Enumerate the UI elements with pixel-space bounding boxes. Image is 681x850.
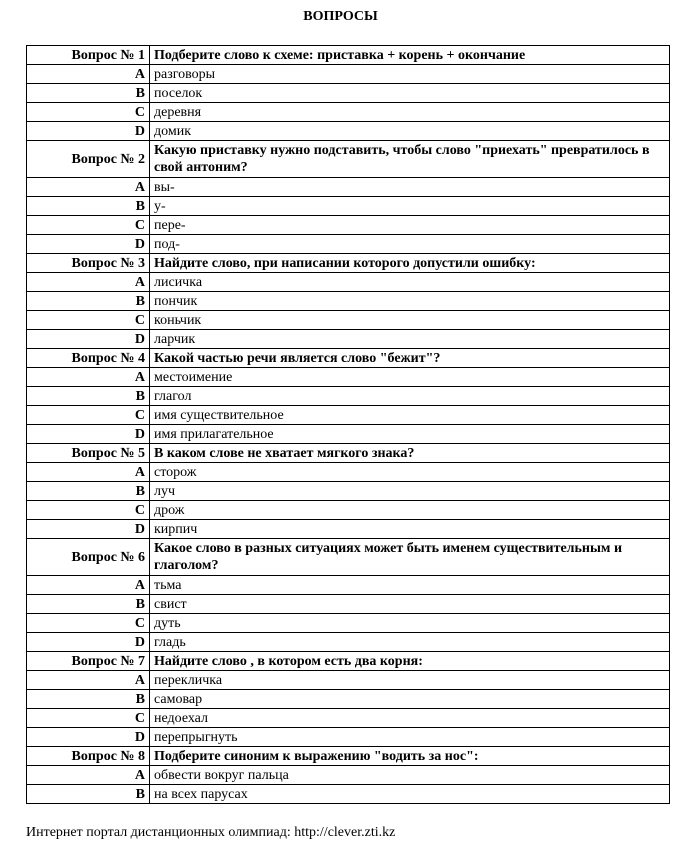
question-row xyxy=(27,444,670,463)
question-row xyxy=(27,141,670,178)
option-letter: D xyxy=(27,520,150,539)
option-letter: A xyxy=(27,766,150,785)
option-text: вы- xyxy=(150,178,670,197)
option-text: перепрыгнуть xyxy=(150,728,670,747)
option-text: кирпич xyxy=(150,520,670,539)
question-label: Вопрос № 7 xyxy=(27,652,150,671)
option-row xyxy=(27,292,670,311)
option-letter: C xyxy=(27,614,150,633)
option-row xyxy=(27,330,670,349)
option-text: имя существительное xyxy=(150,406,670,425)
option-letter: C xyxy=(27,103,150,122)
option-row xyxy=(27,614,670,633)
option-text: на всех парусах xyxy=(150,785,670,804)
option-text: домик xyxy=(150,122,670,141)
question-text: Какой частью речи является слово "бежит"? xyxy=(150,349,670,368)
option-letter: B xyxy=(27,595,150,614)
question-text: В каком слове не хватает мягкого знака? xyxy=(150,444,670,463)
question-row xyxy=(27,349,670,368)
option-text: глагол xyxy=(150,387,670,406)
option-text: имя прилагательное xyxy=(150,425,670,444)
option-row xyxy=(27,633,670,652)
option-letter: D xyxy=(27,235,150,254)
option-row xyxy=(27,463,670,482)
question-row xyxy=(27,46,670,65)
question-label: Вопрос № 5 xyxy=(27,444,150,463)
option-letter: A xyxy=(27,576,150,595)
option-text: под- xyxy=(150,235,670,254)
option-text: пончик xyxy=(150,292,670,311)
option-text: местоимение xyxy=(150,368,670,387)
question-label: Вопрос № 6 xyxy=(27,539,150,576)
page-title: ВОПРОСЫ xyxy=(303,9,378,24)
option-text: сторож xyxy=(150,463,670,482)
option-letter: D xyxy=(27,728,150,747)
option-letter: A xyxy=(27,463,150,482)
option-text: лисичка xyxy=(150,273,670,292)
option-row xyxy=(27,595,670,614)
option-row xyxy=(27,197,670,216)
option-letter: D xyxy=(27,425,150,444)
option-row xyxy=(27,84,670,103)
option-letter: A xyxy=(27,671,150,690)
option-text: обвести вокруг пальца xyxy=(150,766,670,785)
option-row xyxy=(27,501,670,520)
question-label: Вопрос № 8 xyxy=(27,747,150,766)
option-letter: B xyxy=(27,785,150,804)
question-label: Вопрос № 2 xyxy=(27,141,150,178)
option-row xyxy=(27,671,670,690)
option-row xyxy=(27,520,670,539)
option-text: поселок xyxy=(150,84,670,103)
option-text: коньчик xyxy=(150,311,670,330)
option-row xyxy=(27,273,670,292)
option-row xyxy=(27,690,670,709)
option-text: дрож xyxy=(150,501,670,520)
option-text: гладь xyxy=(150,633,670,652)
option-row xyxy=(27,216,670,235)
question-text: Какую приставку нужно подставить, чтобы слово "приехать" превратилось в свой антоним? xyxy=(150,141,670,178)
option-row xyxy=(27,235,670,254)
option-row xyxy=(27,576,670,595)
option-letter: A xyxy=(27,368,150,387)
option-letter: D xyxy=(27,122,150,141)
option-letter: D xyxy=(27,633,150,652)
option-letter: C xyxy=(27,311,150,330)
option-letter: B xyxy=(27,482,150,501)
option-row xyxy=(27,709,670,728)
questions-table xyxy=(26,45,670,804)
question-label: Вопрос № 1 xyxy=(27,46,150,65)
option-row xyxy=(27,425,670,444)
option-row xyxy=(27,368,670,387)
option-row xyxy=(27,482,670,501)
option-text: перекличка xyxy=(150,671,670,690)
option-letter: C xyxy=(27,216,150,235)
question-row xyxy=(27,254,670,273)
option-text: ларчик xyxy=(150,330,670,349)
question-row xyxy=(27,539,670,576)
option-row xyxy=(27,103,670,122)
option-text: пере- xyxy=(150,216,670,235)
footer-text: Интернет портал дистанционных олимпиад: http://clever.zti.kz xyxy=(26,825,396,840)
question-label: Вопрос № 3 xyxy=(27,254,150,273)
question-text: Какое слово в разных ситуациях может быть именем существительным и глаголом? xyxy=(150,539,670,576)
option-row xyxy=(27,406,670,425)
question-row xyxy=(27,747,670,766)
option-text: самовар xyxy=(150,690,670,709)
option-text: недоехал xyxy=(150,709,670,728)
option-row xyxy=(27,728,670,747)
question-text: Подберите слово к схеме: приставка + корень + окончание xyxy=(150,46,670,65)
question-text: Найдите слово , в котором есть два корня: xyxy=(150,652,670,671)
question-text: Подберите синоним к выражению "водить за нос": xyxy=(150,747,670,766)
option-letter: C xyxy=(27,406,150,425)
option-letter: C xyxy=(27,709,150,728)
question-text: Найдите слово, при написании которого допустили ошибку: xyxy=(150,254,670,273)
option-letter: B xyxy=(27,197,150,216)
option-text: свист xyxy=(150,595,670,614)
option-letter: B xyxy=(27,84,150,103)
option-text: деревня xyxy=(150,103,670,122)
option-letter: D xyxy=(27,330,150,349)
option-text: тьма xyxy=(150,576,670,595)
option-row xyxy=(27,311,670,330)
option-text: разговоры xyxy=(150,65,670,84)
option-text: луч xyxy=(150,482,670,501)
option-letter: A xyxy=(27,65,150,84)
option-text: у- xyxy=(150,197,670,216)
question-label: Вопрос № 4 xyxy=(27,349,150,368)
option-letter: B xyxy=(27,387,150,406)
option-letter: B xyxy=(27,292,150,311)
option-letter: B xyxy=(27,690,150,709)
option-row xyxy=(27,122,670,141)
option-row xyxy=(27,785,670,804)
option-letter: C xyxy=(27,501,150,520)
option-text: дуть xyxy=(150,614,670,633)
option-row xyxy=(27,65,670,84)
option-letter: A xyxy=(27,178,150,197)
question-row xyxy=(27,652,670,671)
option-row xyxy=(27,178,670,197)
option-row xyxy=(27,766,670,785)
option-letter: A xyxy=(27,273,150,292)
option-row xyxy=(27,387,670,406)
